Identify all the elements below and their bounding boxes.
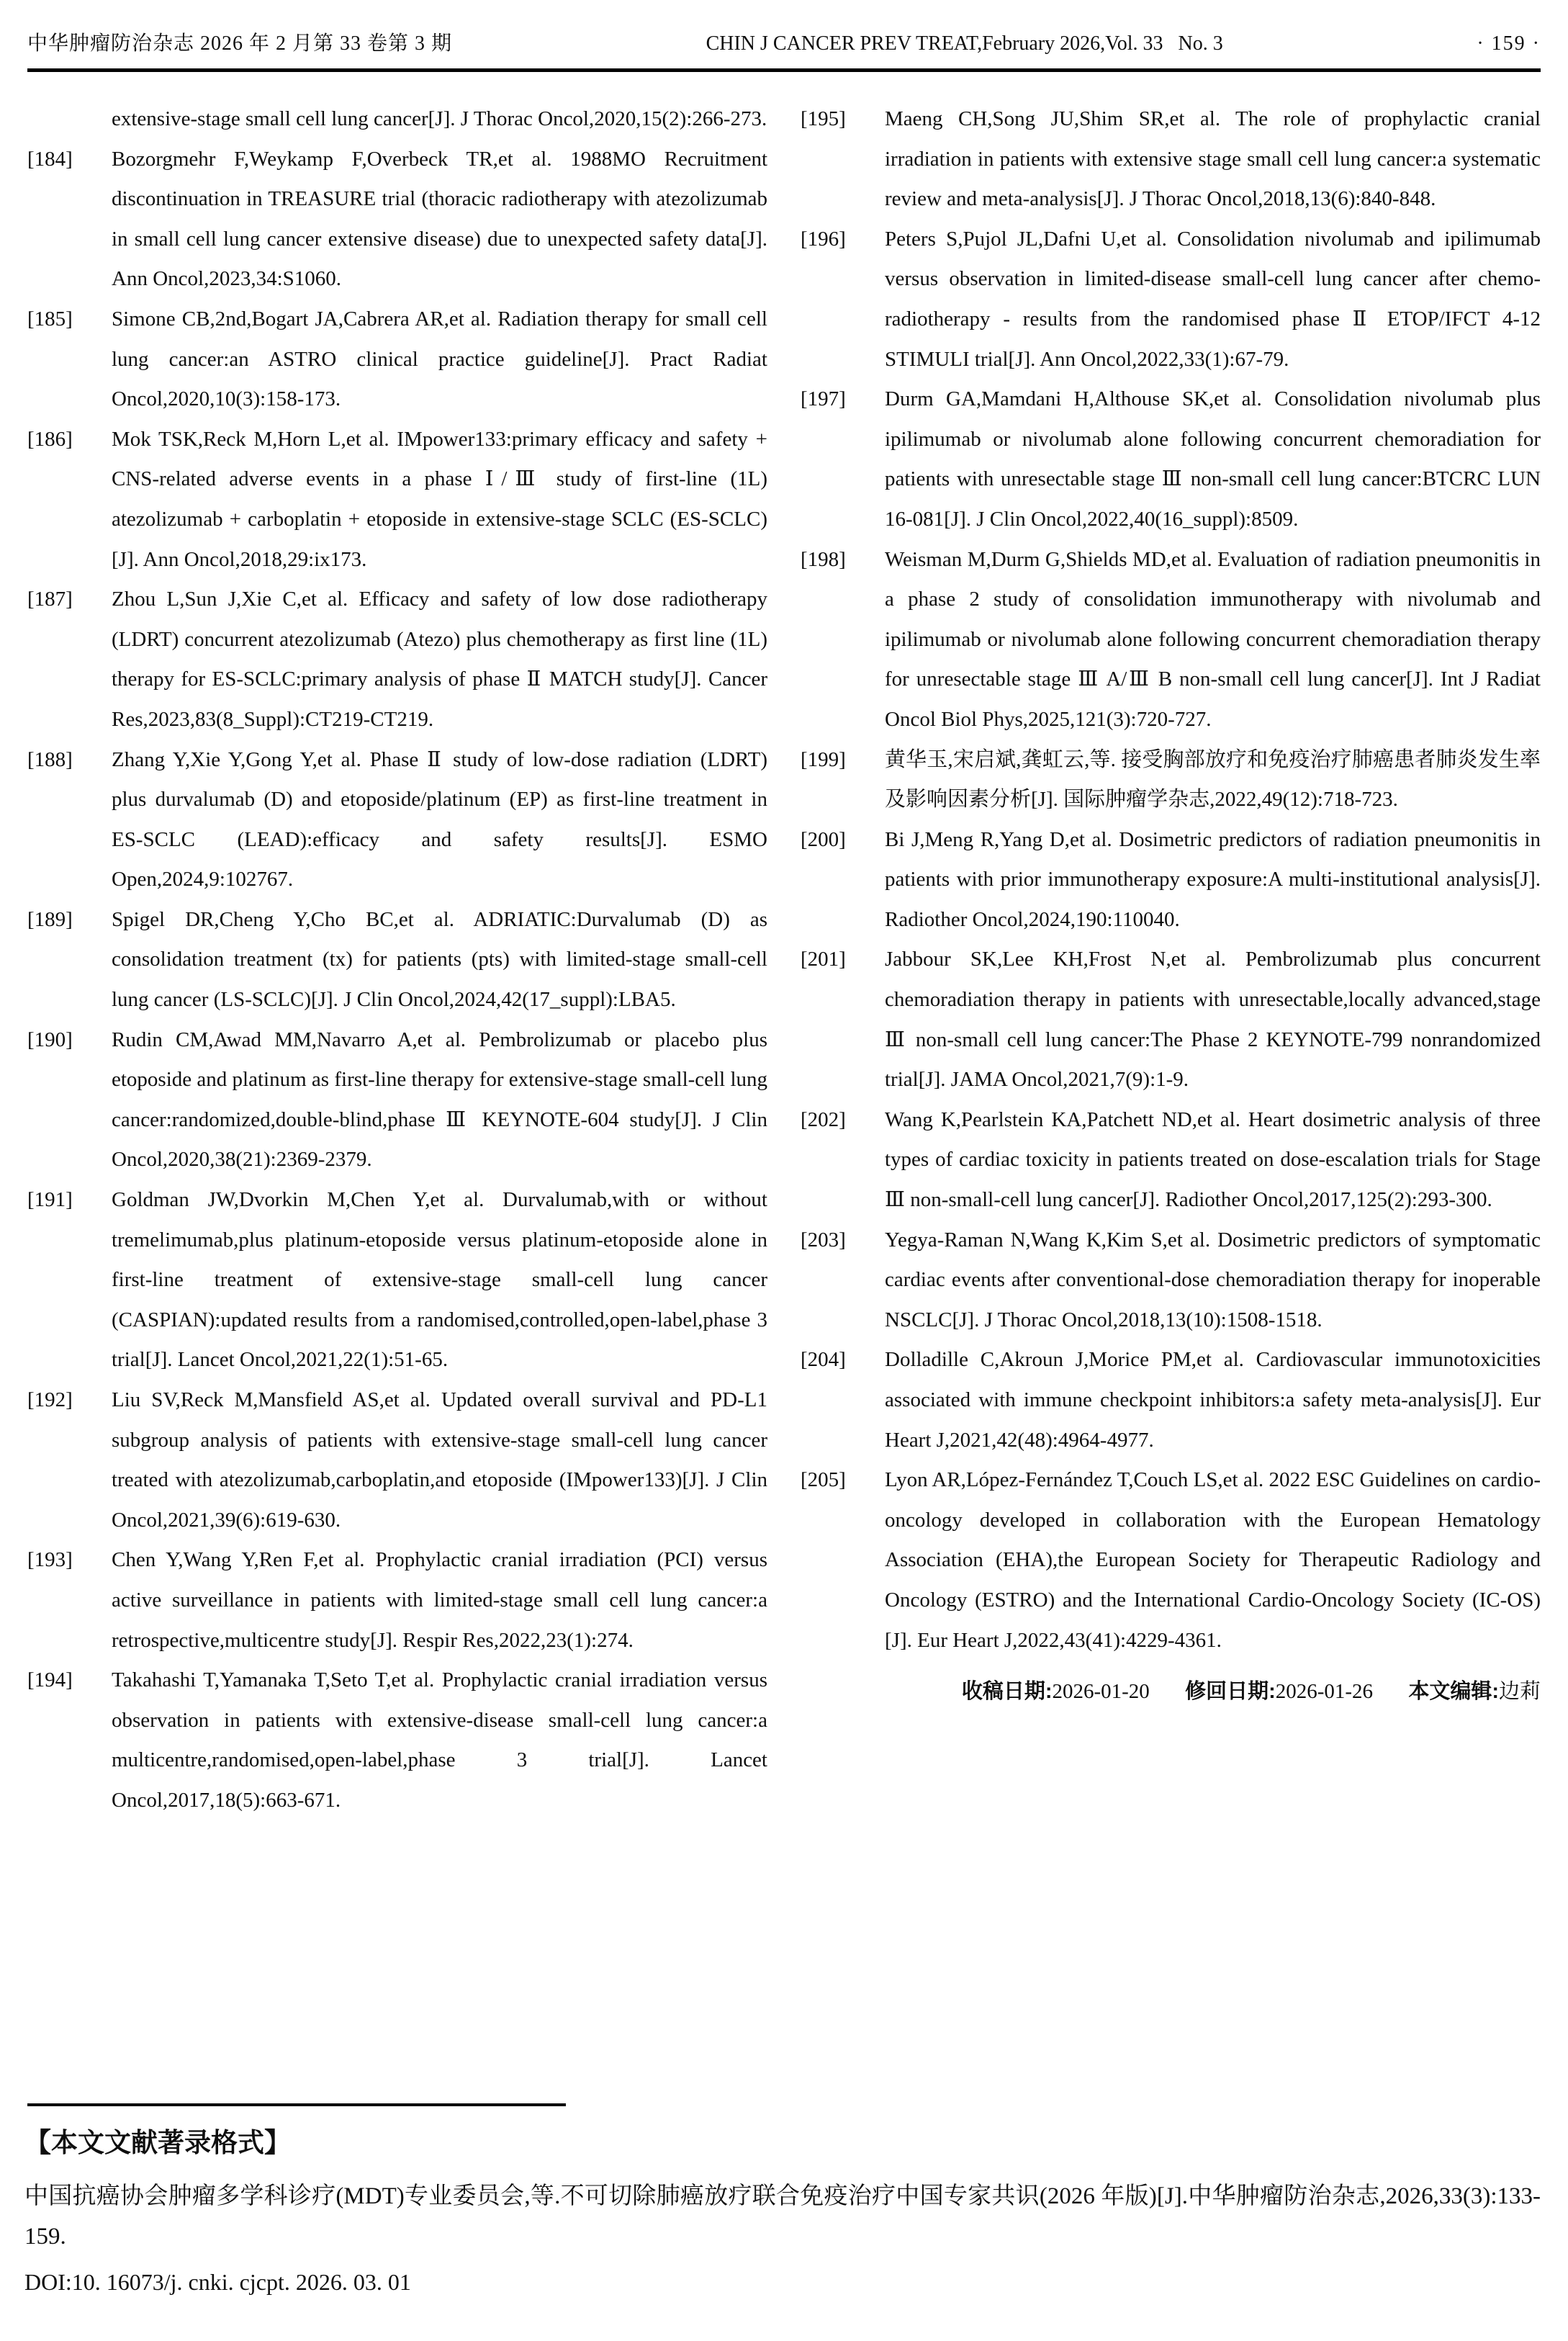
reference-number: [201]	[801, 948, 846, 971]
header-rule	[27, 68, 1541, 72]
doi-text: DOI:10. 16073/j. cnki. cjcpt. 2026. 03. 01	[24, 2269, 411, 2295]
reference-text: Bi J,Meng R,Yang D,et al. Dosimetric predictors of radiation pneumonitis in patients with prior immunotherapy exposure:A multi-institutional analysis[J]. Radiother Oncol,2024,190:110040.	[885, 827, 1541, 931]
reference-item	[27, 1661, 767, 1820]
reference-number: [184]	[27, 147, 73, 171]
date-segment	[962, 1672, 1150, 1712]
reference-item	[27, 140, 767, 300]
reference-text: Peters S,Pujol JL,Dafni U,et al. Consolidation nivolumab and ipilimumab versus observation in limited-disease small-cell lung cancer after chemo-radiotherapy - results from the randomised phase Ⅱ ETOP/IFCT 4-12 STIMULI trial[J]. Ann Oncol,2022,33(1):67-79.	[885, 227, 1541, 371]
reference-text: Goldman JW,Dvorkin M,Chen Y,et al. Durvalumab,with or without tremelimumab,plus platinum-etoposide versus platinum-etoposide alone in first-line treatment of extensive-stage small-cell lung cancer (CASPIAN):updated results from a randomised,controlled,open-label,phase 3 trial[J]. Lancet Oncol,2021,22(1):51-65.	[112, 1188, 767, 1372]
date-label: 修回日期:	[1185, 1680, 1276, 1704]
reference-text: Chen Y,Wang Y,Ren F,et al. Prophylactic cranial irradiation (PCI) versus active surveillance in patients with limited-stage small cell lung cancer:a retrospective,multicentre study[J]. Respir Res,2022,23(1):274.	[112, 1548, 767, 1652]
reference-text: Yegya-Raman N,Wang K,Kim S,et al. Dosimetric predictors of symptomatic cardiac events after conventional-dose chemoradiation therapy for inoperable NSCLC[J]. J Thorac Oncol,2018,13(10):1508-1518.	[885, 1228, 1541, 1331]
date-segment	[1408, 1672, 1541, 1712]
reference-list-right	[801, 99, 1541, 1661]
date-value: 2026-01-26	[1275, 1680, 1374, 1704]
reference-number: [196]	[801, 227, 846, 251]
reference-number: [197]	[801, 387, 846, 411]
reference-number: [204]	[801, 1348, 846, 1372]
reference-item	[801, 940, 1541, 1100]
reference-item	[27, 580, 767, 740]
reference-number: [202]	[801, 1107, 846, 1131]
reference-item	[801, 1340, 1541, 1460]
reference-text: 黄华玉,宋启斌,龚虹云,等. 接受胸部放疗和免疫治疗肺癌患者肺炎发生率及影响因素分析[J]. 国际肿瘤学杂志,2022,49(12):718-723.	[885, 747, 1541, 812]
reference-number: [186]	[27, 427, 73, 451]
date-value: 边莉	[1498, 1680, 1541, 1704]
reference-number: [191]	[27, 1188, 73, 1212]
reference-item	[27, 300, 767, 420]
reference-number: [189]	[27, 907, 73, 931]
reference-item	[801, 220, 1541, 379]
reference-number: [190]	[27, 1028, 73, 1051]
reference-number: [203]	[801, 1228, 846, 1252]
reference-continuation: extensive-stage small cell lung cancer[J]. J Thorac Oncol,2020,15(2):266-273.	[112, 107, 767, 130]
reference-item	[27, 1180, 767, 1380]
reference-text: Bozorgmehr F,Weykamp F,Overbeck TR,et al. 1988MO Recruitment discontinuation in TREASURE trial (thoracic radiotherapy with atezolizumab in small cell lung cancer extensive disease) due to unexpected safety data[J]. Ann Oncol,2023,34:S1060.	[112, 147, 767, 291]
reference-item	[27, 740, 767, 900]
page-number: · 159 ·	[1477, 32, 1541, 55]
reference-text: Durm GA,Mamdani H,Althouse SK,et al. Consolidation nivolumab plus ipilimumab or nivolumab alone following concurrent chemoradiation for patients with unresectable stage Ⅲ non-small cell lung cancer:BTCRC LUN 16-081[J]. J Clin Oncol,2022,40(16_suppl):8509.	[885, 387, 1541, 531]
reference-number: [195]	[801, 107, 846, 130]
date-segment	[1185, 1672, 1373, 1712]
reference-text: Maeng CH,Song JU,Shim SR,et al. The role of prophylactic cranial irradiation in patients with extensive stage small cell lung cancer:a systematic review and meta-analysis[J]. J Thorac Oncol,2018,13(6):840-848.	[885, 107, 1541, 211]
references-column-left	[27, 99, 767, 1821]
journal-title-cn: 中华肿瘤防治杂志 2026 年 2 月第 33 卷第 3 期	[27, 32, 453, 55]
reference-item	[801, 540, 1541, 740]
reference-item	[27, 1540, 767, 1661]
reference-item	[801, 1100, 1541, 1221]
reference-item	[801, 1221, 1541, 1341]
reference-item	[801, 99, 1541, 220]
reference-text: Spigel DR,Cheng Y,Cho BC,et al. ADRIATIC:Durvalumab (D) as consolidation treatment (tx) for patients (pts) with limited-stage small-cell lung cancer (LS-SCLC)[J]. J Clin Oncol,2024,42(17_suppl):LBA5.	[112, 907, 767, 1012]
reference-item	[27, 420, 767, 580]
reference-text: Jabbour SK,Lee KH,Frost N,et al. Pembrolizumab plus concurrent chemoradiation therapy in patients with unresectable,locally advanced,stage Ⅲ non-small cell lung cancer:The Phase 2 KEYNOTE-799 nonrandomized trial[J]. JAMA Oncol,2021,7(9):1-9.	[885, 948, 1541, 1092]
references-column-right	[801, 99, 1541, 1712]
page-header	[27, 29, 1541, 59]
reference-item	[801, 820, 1541, 940]
reference-text: Weisman M,Durm G,Shields MD,et al. Evaluation of radiation pneumonitis in a phase 2 study of consolidation immunotherapy with nivolumab and ipilimumab or nivolumab alone following concurrent chemoradiation therapy for unresectable stage Ⅲ A/Ⅲ B non-small cell lung cancer[J]. Int J Radiat Oncol Biol Phys,2025,121(3):720-727.	[885, 547, 1541, 731]
date-value: 2026-01-20	[1052, 1680, 1150, 1704]
reference-item	[27, 1380, 767, 1540]
reference-number: [199]	[801, 747, 846, 771]
reference-number: [185]	[27, 307, 73, 331]
citation-format-text: 中国抗癌协会肿瘤多学科诊疗(MDT)专业委员会,等.不可切除肺癌放疗联合免疫治疗中国专家共识(2026 年版)[J].中华肿瘤防治杂志,2026,33(3):133-159.	[24, 2183, 1541, 2250]
reference-number: [188]	[27, 747, 73, 771]
reference-number: [187]	[27, 588, 73, 611]
page-footer	[24, 2126, 1541, 2300]
reference-number: [198]	[801, 547, 846, 571]
reference-item	[801, 1460, 1541, 1661]
journal-title-en: CHIN J CANCER PREV TREAT,February 2026,Vol. 33 No. 3	[706, 32, 1223, 55]
reference-number: [205]	[801, 1468, 846, 1492]
footnote-rule	[27, 2103, 566, 2106]
reference-list-left	[27, 140, 767, 1821]
reference-item	[27, 1020, 767, 1180]
reference-text: Zhou L,Sun J,Xie C,et al. Efficacy and safety of low dose radiotherapy (LDRT) concurrent atezolizumab (Atezo) plus chemotherapy as first line (1L) therapy for ES-SCLC:primary analysis of phase Ⅱ MATCH study[J]. Cancer Res,2023,83(8_Suppl):CT219-CT219.	[112, 588, 767, 731]
date-label: 本文编辑:	[1408, 1680, 1499, 1704]
reference-text: Simone CB,2nd,Bogart JA,Cabrera AR,et al. Radiation therapy for small cell lung cancer:an ASTRO clinical practice guideline[J]. Pract Radiat Oncol,2020,10(3):158-173.	[112, 307, 767, 411]
reference-text: Wang K,Pearlstein KA,Patchett ND,et al. Heart dosimetric analysis of three types of cardiac toxicity in patients treated on dose-escalation trials for Stage Ⅲ non-small-cell lung cancer[J]. Radiother Oncol,2017,125(2):293-300.	[885, 1107, 1541, 1212]
reference-item	[801, 379, 1541, 539]
reference-item	[27, 900, 767, 1020]
reference-number: [192]	[27, 1388, 73, 1411]
citation-format-heading: 【本文文献著录格式】	[24, 2128, 291, 2157]
reference-number: [194]	[27, 1668, 73, 1692]
reference-text: Lyon AR,López-Fernández T,Couch LS,et al. 2022 ESC Guidelines on cardio-oncology developed in collaboration with the European Hematology Association (EHA),the European Society for Therapeutic Radiology and Oncology (ESTRO) and the International Cardio-Oncology Society (IC-OS)[J]. Eur Heart J,2022,43(41):4229-4361.	[885, 1468, 1541, 1652]
reference-text: Liu SV,Reck M,Mansfield AS,et al. Updated overall survival and PD-L1 subgroup analysis of patients with extensive-stage small-cell lung cancer treated with atezolizumab,carboplatin,and etoposide (IMpower133)[J]. J Clin Oncol,2021,39(6):619-630.	[112, 1388, 767, 1532]
reference-item	[801, 740, 1541, 820]
reference-text: Rudin CM,Awad MM,Navarro A,et al. Pembrolizumab or placebo plus etoposide and platinum as first-line therapy for extensive-stage small-cell lung cancer:randomized,double-blind,phase Ⅲ KEYNOTE-604 study[J]. J Clin Oncol,2020,38(21):2369-2379.	[112, 1028, 767, 1172]
reference-text: Takahashi T,Yamanaka T,Seto T,et al. Prophylactic cranial irradiation versus observation in patients with extensive-disease small-cell lung cancer:a multicentre,randomised,open-label,phase 3 trial[J]. Lancet Oncol,2017,18(5):663-671.	[112, 1668, 767, 1812]
reference-text: Dolladille C,Akroun J,Morice PM,et al. Cardiovascular immunotoxicities associated with immune checkpoint inhibitors:a safety meta-analysis[J]. Eur Heart J,2021,42(48):4964-4977.	[885, 1348, 1541, 1452]
received-revised-editor-line	[801, 1672, 1541, 1712]
reference-number: [200]	[801, 827, 846, 851]
reference-text: Zhang Y,Xie Y,Gong Y,et al. Phase Ⅱ study of low-dose radiation (LDRT) plus durvalumab (D) and etoposide/platinum (EP) as first-line treatment in ES-SCLC (LEAD):efficacy and safety results[J]. ESMO Open,2024,9:102767.	[112, 747, 767, 891]
date-label: 收稿日期:	[961, 1680, 1053, 1704]
reference-number: [193]	[27, 1548, 73, 1572]
reference-text: Mok TSK,Reck M,Horn L,et al. IMpower133:primary efficacy and safety + CNS-related adverse events in a phase Ⅰ/Ⅲ study of first-line (1L) atezolizumab + carboplatin + etoposide in extensive-stage SCLC (ES-SCLC)[J]. Ann Oncol,2018,29:ix173.	[112, 427, 767, 571]
